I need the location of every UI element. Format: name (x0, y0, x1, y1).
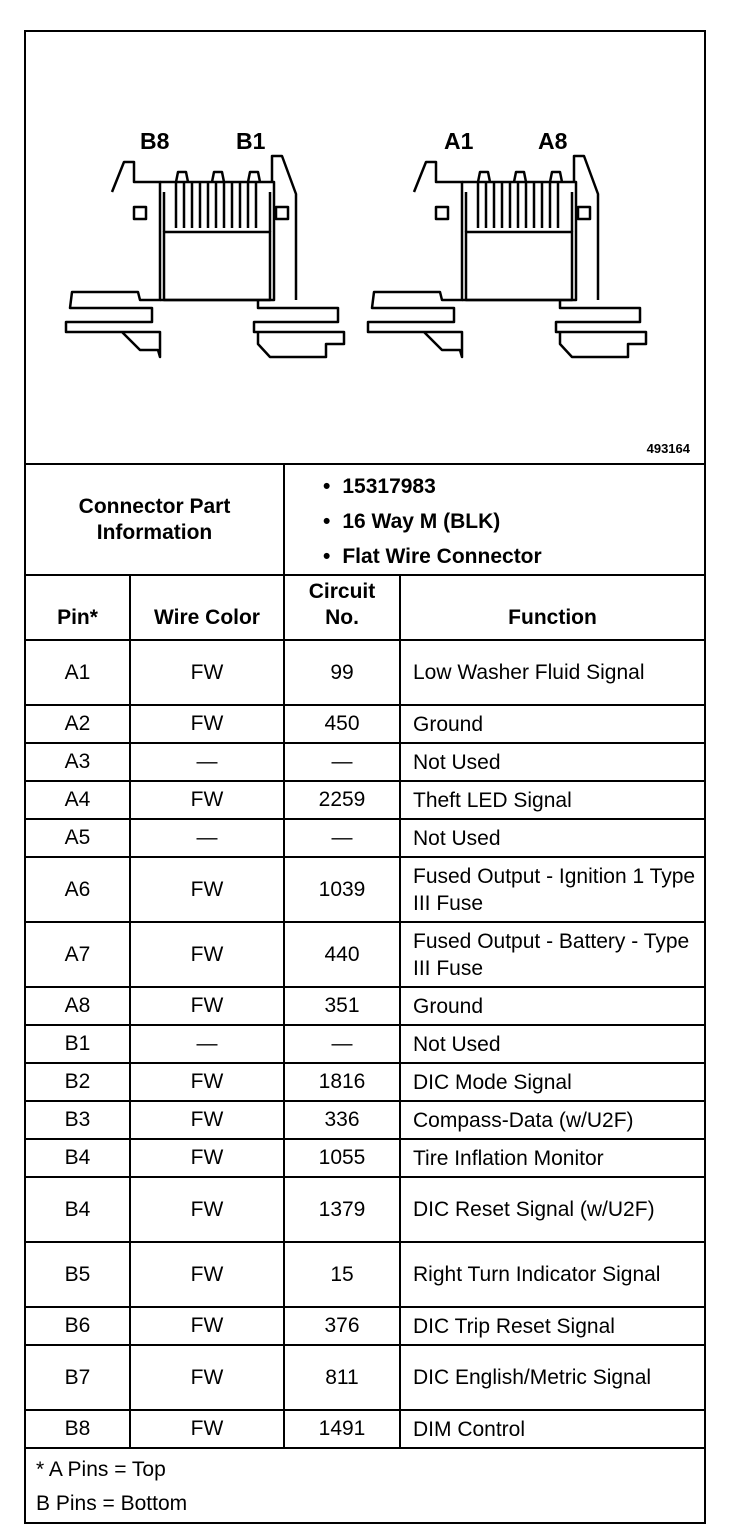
pin-cell: A2 (26, 705, 130, 743)
table-row (26, 1410, 704, 1448)
pin-label-b8: B8 (140, 128, 170, 154)
circuit-cell: 2259 (284, 781, 400, 819)
circuit-cell: 1816 (284, 1063, 400, 1101)
pin-label-b1: B1 (236, 128, 266, 154)
circuit-cell: — (284, 819, 400, 857)
circuit-cell: 450 (284, 705, 400, 743)
table-row (26, 1139, 704, 1177)
function-cell: Not Used (400, 743, 704, 781)
pin-cell: A6 (26, 857, 130, 922)
table-row (26, 1242, 704, 1307)
wire-color-cell: FW (130, 1101, 284, 1139)
connector-info-row (26, 465, 704, 575)
function-cell: Fused Output - Battery - Type III Fuse (400, 922, 704, 987)
wire-color-cell: FW (130, 1063, 284, 1101)
table-row (26, 781, 704, 819)
circuit-cell: 440 (284, 922, 400, 987)
function-cell: Theft LED Signal (400, 781, 704, 819)
function-cell: DIC Trip Reset Signal (400, 1307, 704, 1345)
connector-info-label: Connector Part Information (26, 465, 284, 575)
table-row (26, 640, 704, 705)
circuit-cell: 99 (284, 640, 400, 705)
circuit-cell: 15 (284, 1242, 400, 1307)
pin-cell: B5 (26, 1242, 130, 1307)
function-cell: Right Turn Indicator Signal (400, 1242, 704, 1307)
pin-label-a1: A1 (444, 128, 474, 154)
circuit-cell: 336 (284, 1101, 400, 1139)
pin-cell: B2 (26, 1063, 130, 1101)
wire-color-cell: FW (130, 922, 284, 987)
table-row (26, 922, 704, 987)
table-row (26, 1345, 704, 1410)
pinout-table (26, 465, 704, 1449)
circuit-cell: 811 (284, 1345, 400, 1410)
function-cell: Ground (400, 705, 704, 743)
connector-part-number: • 15317983 (325, 469, 704, 504)
wire-color-cell: FW (130, 1177, 284, 1242)
pin-cell: A5 (26, 819, 130, 857)
pin-cell: B3 (26, 1101, 130, 1139)
connector-type: • 16 Way M (BLK) (325, 504, 704, 539)
table-row (26, 1177, 704, 1242)
wire-color-cell: FW (130, 1242, 284, 1307)
function-cell: Fused Output - Ignition 1 Type III Fuse (400, 857, 704, 922)
table-row (26, 857, 704, 922)
wire-color-cell: FW (130, 1345, 284, 1410)
footnote-b-pins: B Pins = Bottom (36, 1492, 188, 1515)
wire-color-cell: FW (130, 640, 284, 705)
table-row (26, 1063, 704, 1101)
function-cell: Not Used (400, 819, 704, 857)
connector-info-list (285, 465, 704, 574)
function-cell: DIM Control (400, 1410, 704, 1448)
function-cell: Low Washer Fluid Signal (400, 640, 704, 705)
pin-cell: B4 (26, 1177, 130, 1242)
figure-id: 493164 (646, 441, 690, 456)
function-cell: Compass-Data (w/U2F) (400, 1101, 704, 1139)
function-cell: DIC English/Metric Signal (400, 1345, 704, 1410)
circuit-cell: — (284, 743, 400, 781)
table-row (26, 987, 704, 1025)
wire-color-cell: — (130, 819, 284, 857)
circuit-cell: 376 (284, 1307, 400, 1345)
function-cell: Not Used (400, 1025, 704, 1063)
wire-color-cell: FW (130, 1410, 284, 1448)
connector-half-a (368, 156, 646, 357)
connector-illustration (26, 32, 704, 463)
pin-cell: B6 (26, 1307, 130, 1345)
wire-color-cell: FW (130, 987, 284, 1025)
table-row (26, 743, 704, 781)
wire-color-cell: — (130, 1025, 284, 1063)
wire-color-cell: FW (130, 1307, 284, 1345)
footnote (36, 1453, 187, 1521)
pin-cell: A8 (26, 987, 130, 1025)
pin-cell: B8 (26, 1410, 130, 1448)
circuit-cell: 1039 (284, 857, 400, 922)
header-wire-color: Wire Color (130, 575, 284, 640)
pin-cell: B1 (26, 1025, 130, 1063)
table-row (26, 1025, 704, 1063)
pin-cell: A1 (26, 640, 130, 705)
header-function: Function (400, 575, 704, 640)
table-row (26, 705, 704, 743)
pin-cell: B4 (26, 1139, 130, 1177)
circuit-cell: 1491 (284, 1410, 400, 1448)
function-cell: DIC Mode Signal (400, 1063, 704, 1101)
pin-cell: A7 (26, 922, 130, 987)
footnote-a-pins: * A Pins = Top (36, 1458, 166, 1481)
header-pin: Pin* (26, 575, 130, 640)
function-cell: Tire Inflation Monitor (400, 1139, 704, 1177)
connector-info-list-cell (284, 465, 704, 575)
pin-cell: B7 (26, 1345, 130, 1410)
table-row (26, 1101, 704, 1139)
connector-half-b (66, 156, 344, 357)
function-cell: DIC Reset Signal (w/U2F) (400, 1177, 704, 1242)
header-circuit-no: Circuit No. (284, 575, 400, 640)
wire-color-cell: FW (130, 781, 284, 819)
wire-color-cell: FW (130, 857, 284, 922)
wire-color-cell: FW (130, 705, 284, 743)
function-cell: Ground (400, 987, 704, 1025)
circuit-cell: 351 (284, 987, 400, 1025)
circuit-cell: — (284, 1025, 400, 1063)
pin-cell: A4 (26, 781, 130, 819)
connector-sheet (24, 30, 706, 1524)
pin-cell: A3 (26, 743, 130, 781)
circuit-cell: 1055 (284, 1139, 400, 1177)
pin-label-a8: A8 (538, 128, 568, 154)
circuit-cell: 1379 (284, 1177, 400, 1242)
wire-color-cell: — (130, 743, 284, 781)
connector-drawing (26, 32, 704, 465)
table-row (26, 819, 704, 857)
table-row (26, 1307, 704, 1345)
connector-style: • Flat Wire Connector (325, 539, 704, 574)
wire-color-cell: FW (130, 1139, 284, 1177)
table-header-row (26, 575, 704, 640)
